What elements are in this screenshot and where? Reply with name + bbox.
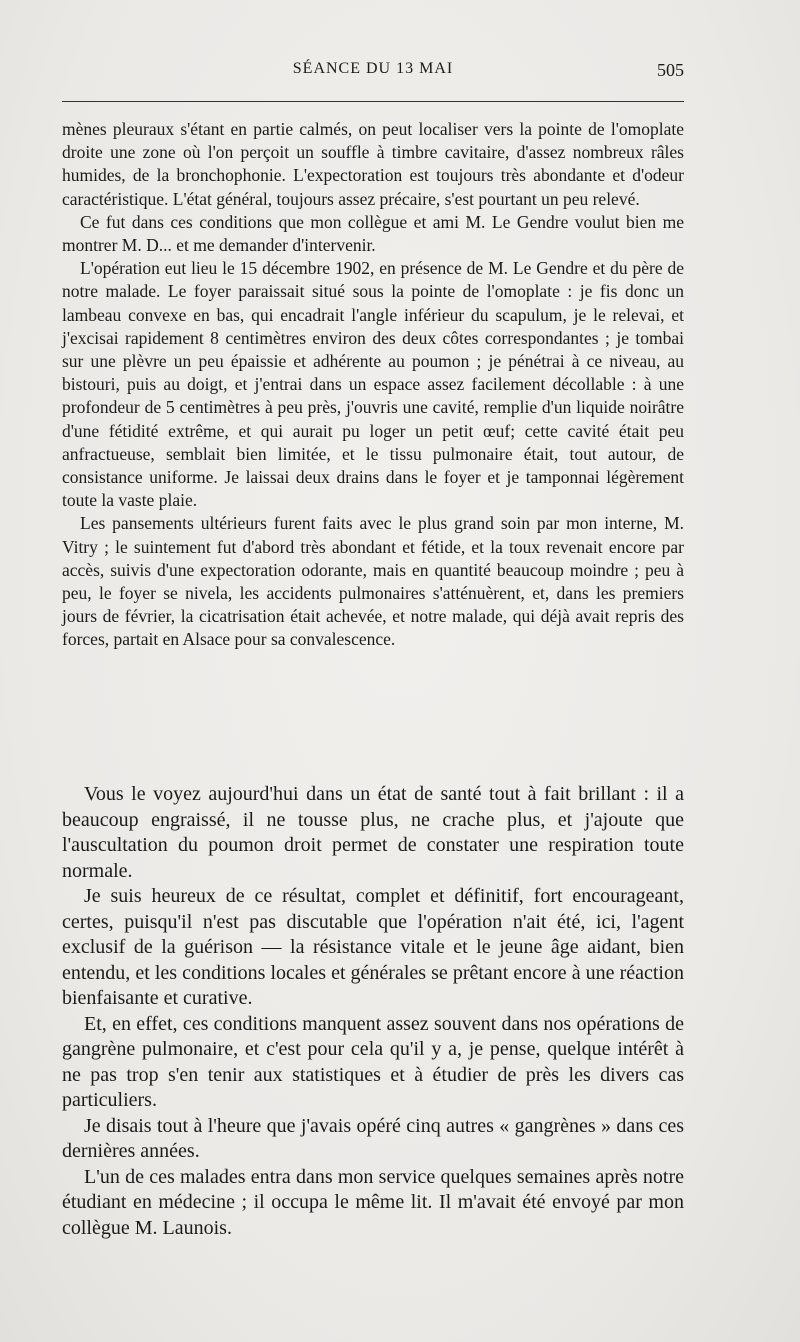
paragraph: Je disais tout à l'heure que j'avais opéré cinq autres « gangrènes » dans ces dernières années.	[62, 1114, 684, 1162]
paragraph: L'un de ces malades entra dans mon service quelques semaines après notre étudiant en médecine ; il occupa le même lit. Il m'avait été envoyé par mon collègue M. Launois.	[62, 1165, 684, 1239]
paragraph-continued: mènes pleuraux s'étant en partie calmés, on peut localiser vers la pointe de l'omoplate droite une zone où l'on perçoit un souffle à timbre cavitaire, d'assez nombreux râles humides, de la bronchophonie. L'expectoration est toujours très abondante et d'odeur caractéristique. L'état général, toujours assez précaire, s'est pourtant un peu relevé.	[62, 119, 684, 209]
paragraph: Et, en effet, ces conditions manquent assez souvent dans nos opérations de gangrène pulmonaire, et c'est pour cela qu'il y a, je pense, quelque intérêt à ne pas trop s'en tenir aux statistiques et à étudier de près les divers cas particuliers.	[62, 1012, 684, 1111]
paragraph: Les pansements ultérieurs furent faits avec le plus grand soin par mon interne, M. Vitry ; le suintement fut d'abord très abondant et fétide, et la toux revenait encore par accès, suivis d'une expectoration odorante, mais en quantité beaucoup moindre ; peu à peu, le foyer se nivela, les accidents pulmonaires s'atténuèrent, et, dans les premiers jours de février, la cicatrisation était achevée, et notre malade, qui déjà avait repris des forces, partait en Alsace pour sa convalescence.	[62, 513, 684, 650]
paragraph: Vous le voyez aujourd'hui dans un état de santé tout à fait brillant : il a beaucoup engraissé, il ne tousse plus, ne crache plus, et j'ajoute que l'auscultation du poumon droit permet de constater une respiration toute normale.	[62, 783, 684, 882]
paragraph: Ce fut dans ces conditions que mon collègue et ami M. Le Gendre voulut bien me montrer M. D... et me demander d'intervenir.	[62, 211, 684, 256]
case-report-text	[62, 118, 684, 652]
page-header	[62, 60, 684, 90]
commentary-text	[62, 782, 684, 1241]
page-number: 505	[657, 60, 684, 80]
paragraph: L'opération eut lieu le 15 décembre 1902, en présence de M. Le Gendre et du père de notre malade. Le foyer paraissait situé sous la pointe de l'omoplate : je fis donc un lambeau convexe en bas, qui encadrait l'angle inférieur du scapulum, je le relevai, et j'excisai rapidement 8 centimètres environ des deux côtes correspondantes ; je tombai sur une plèvre un peu épaissie et adhérente au poumon ; je pénétrai à ce niveau, au bistouri, puis au doigt, et j'entrai dans un espace assez facilement décollable : à une profondeur de 5 centimètres à peu près, j'ouvris une cavité, remplie d'un liquide noirâtre d'une fétidité extrême, et qui aurait pu loger un petit œuf; cette cavité était peu anfractueuse, semblait bien limitée, et le tissu pulmonaire était, tout autour, de consistance uniforme. Je laissai deux drains dans le foyer et je tamponnai légèrement toute la vaste plaie.	[62, 258, 684, 511]
paragraph: Je suis heureux de ce résultat, complet et définitif, fort encourageant, certes, puisqu'il n'est pas discutable que l'opération n'ait été, ici, l'agent exclusif de la guérison — la résistance vitale et le jeune âge aidant, bien entendu, et les conditions locales et générales se prêtant encore à une réaction bienfaisante et curative.	[62, 885, 684, 1009]
header-rule	[62, 101, 684, 102]
running-head: SÉANCE DU 13 MAI	[292, 60, 454, 77]
